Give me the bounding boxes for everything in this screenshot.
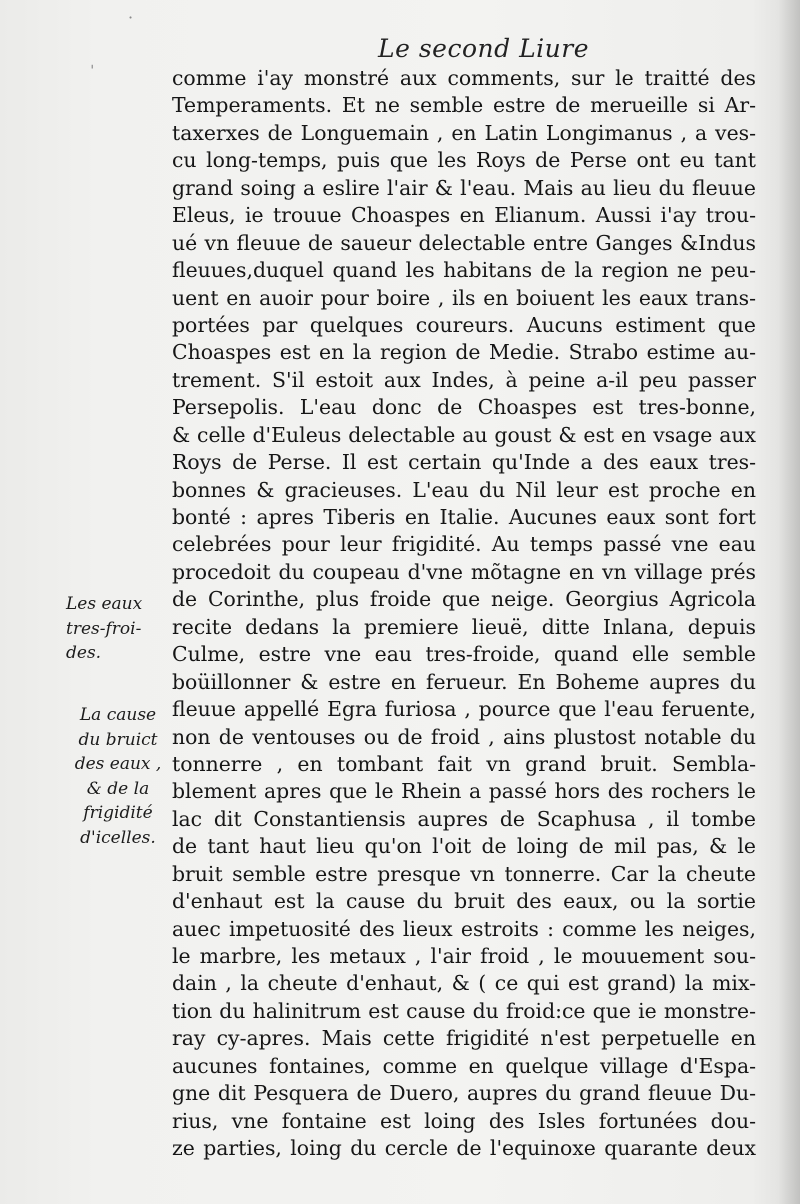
text-line: le marbre, les metaux , l'air froid , le mouuement sou- (172, 944, 756, 968)
text-line: aucunes fontaines, comme en quelque village d'Espa- (172, 1053, 756, 1078)
text-line: Eleus, ie trouue Choaspes en Elianum. Aussi i'ay trou- (172, 203, 756, 228)
text-line: bruit semble estre presque vn tonnerre. Car la cheute (172, 861, 756, 886)
text-line: Persepolis. L'eau donc de Choaspes est tres-bonne, (172, 395, 756, 420)
paper-speck: ˈ (90, 62, 95, 81)
text-line: bonté : apres Tiberis en Italie. Aucunes eaux sont fort (172, 505, 756, 529)
margin-note-line: Les eaux (66, 594, 143, 614)
text-line: celebrées pour leur frigidité. Au temps passé vne eau (172, 532, 756, 557)
text-line: taxerxes de Longuemain , en Latin Longimanus , a ves- (172, 120, 756, 145)
text-line: ray cy-apres. Mais cette frigidité n'est perpetuelle en (172, 1026, 756, 1051)
text-line: auec impetuosité des lieux estroits : comme les neiges, (172, 916, 756, 941)
text-line: ze parties, loing du cercle de l'equinoxe quarante deux (172, 1136, 756, 1161)
text-line: Temperaments. Et ne semble estre de merueille si Ar- (172, 93, 756, 118)
body-text (172, 65, 756, 1163)
text-line: Choaspes est en la region de Medie. Strabo estime au- (172, 340, 756, 365)
text-line: comme i'ay monstré aux comments, sur le traitté des (172, 66, 756, 90)
margin-note-line: frigidité (83, 803, 153, 823)
text-line: de tant haut lieu qu'on l'oit de loing de mil pas, & le (172, 834, 756, 859)
text-line: dain , la cheute d'enhaut, & ( ce qui est grand) la mix- (172, 971, 756, 996)
text-line: gne dit Pesquera de Duero, aupres du grand fleuue Du- (172, 1081, 756, 1106)
text-line: rius, vne fontaine est loing des Isles fortunées dou- (172, 1108, 756, 1133)
text-line: de Corinthe, plus froide que neige. Georgius Agricola (172, 587, 756, 612)
paper-speck: · (128, 8, 134, 27)
text-line: Culme, estre vne eau tres-froide, quand elle semble (172, 642, 756, 667)
margin-note-cold-waters (66, 592, 170, 666)
text-line: tonnerre , en tombant fait vn grand bruit. Sembla- (172, 751, 756, 776)
text-line: tion du halinitrum est cause du froid:ce que ie monstre- (172, 998, 756, 1023)
text-line: portées par quelques coureurs. Aucuns estiment que (172, 312, 756, 337)
margin-note-line: des eaux , (74, 754, 162, 774)
text-line: recite dedans la premiere lieuë, ditte Inlana, depuis (172, 614, 756, 639)
margin-note-line: & de la (86, 778, 150, 799)
text-line: trement. S'il estoit aux Indes, à peine a-il peu passer (172, 367, 756, 392)
text-line: & celle d'Euleus delectable au goust & est en vsage aux (172, 422, 756, 447)
margin-note-line: La cause (79, 705, 157, 725)
margin-note-line: des. (66, 643, 102, 663)
text-line: fleuues,duquel quand les habitans de la region ne peu- (172, 258, 756, 283)
running-title: Le second Liure (378, 34, 590, 63)
text-line: ué vn fleuue de saueur delectable entre Ganges &Indus (172, 230, 756, 255)
margin-note-line: d'icelles. (80, 827, 156, 848)
text-line: fleuue appellé Egra furiosa , pource que l'eau feruente, (172, 697, 756, 722)
margin-note-line: du bruict (78, 729, 158, 750)
text-line: grand soing a eslire l'air & l'eau. Mais au lieu du fleuue (172, 175, 756, 200)
text-line: bonnes & gracieuses. L'eau du Nil leur est proche en (172, 477, 756, 502)
text-line: lac dit Constantiensis aupres de Scaphusa , il tombe (172, 806, 756, 831)
text-line: cu long-temps, puis que les Roys de Perse ont eu tant (172, 148, 756, 173)
text-line: blement apres que le Rhein a passé hors des rochers le (172, 779, 756, 804)
text-line: boüillonner & estre en ferueur. En Boheme aupres du (172, 669, 756, 694)
text-line: procedoit du coupeau d'vne mõtagne en vn village prés (172, 559, 756, 584)
page-edge-shadow (778, 0, 800, 1204)
text-line: Roys de Perse. Il est certain qu'Inde a des eaux tres- (172, 450, 756, 475)
margin-note-cause-of-noise (66, 703, 170, 850)
text-line: non de ventouses ou de froid , ains plustost notable du (172, 724, 756, 749)
margin-note-line: tres-froi- (66, 618, 142, 639)
text-line: uent en auoir pour boire , ils en boiuent les eaux trans- (172, 285, 756, 310)
text-line: d'enhaut est la cause du bruit des eaux, ou la sortie (172, 889, 756, 914)
